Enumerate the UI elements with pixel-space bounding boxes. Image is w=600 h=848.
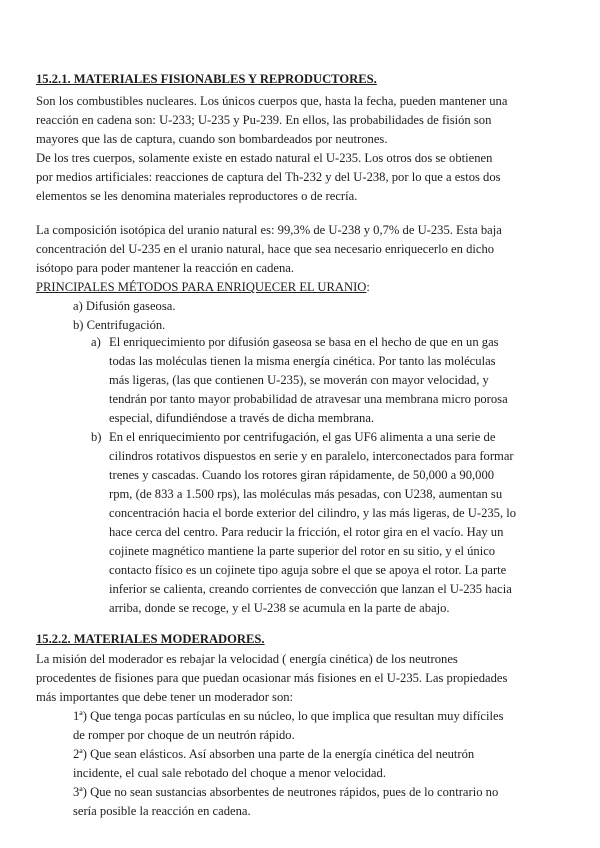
property-line: 2ª) Que sean elásticos. Así absorben una parte de la energía cinética del neutrón	[73, 747, 475, 761]
property-line: 3ª) Que no sean sustancias absorbentes de neutrones rápidos, pues de lo contrario no	[73, 785, 499, 799]
methods-heading	[36, 278, 370, 297]
method-list-item: b) Centrifugación.	[73, 318, 166, 332]
paragraph-line: reacción en cadena son: U-233; U-235 y Pu-239. En ellos, las probabilidades de fisión son	[36, 113, 492, 127]
method-a-line: tendrán por tanto mayor probabilidad de atravesar una membrana micro porosa	[109, 392, 508, 406]
method-a-line: El enriquecimiento por difusión gaseosa se basa en el hecho de que en un gas	[109, 335, 499, 349]
method-b-line: arriba, donde se recoge, y el U-238 se acumula en la parte de abajo.	[109, 601, 450, 615]
method-b-line: concentración hacia el borde exterior del cilindro, y las más ligeras, de U-235, lo	[109, 506, 517, 520]
method-b-line: inferior se calienta, creando corrientes de convección que lanzan el U-235 hacia	[109, 582, 512, 596]
method-a-line: más ligeras, (las que contienen U-235), se moverán con mayor velocidad, y	[109, 373, 489, 387]
method-b-line: contacto físico es un cojinete tipo aguja sobre el que se apoya el rotor. La parte	[109, 563, 507, 577]
paragraph-line: elementos se les denomina materiales reproductores o de recría.	[36, 189, 358, 203]
property-line: de romper por choque de un neutrón rápido.	[73, 728, 295, 742]
section-heading-materiales-moderadores: 15.2.2. MATERIALES MODERADORES.	[36, 632, 265, 646]
method-b-line: rpm, (de 833 a 1.500 rps), las moléculas más pesadas, con U238, aumentan su	[109, 487, 503, 501]
list-marker: a)	[91, 335, 101, 349]
method-b-line: En el enriquecimiento por centrifugación, el gas UF6 alimenta a una serie de	[109, 430, 496, 444]
property-line: sería posible la reacción en cadena.	[73, 804, 251, 818]
paragraph-line: isótopo para poder mantener la reacción en cadena.	[36, 261, 295, 275]
method-a-line: todas las moléculas tienen la misma energía cinética. Por tanto las moléculas	[109, 354, 496, 368]
paragraph-line: procedentes de fisiones para que puedan ocasionar más fisiones en el U-235. Las propiedades	[36, 671, 508, 685]
methods-heading-colon: :	[366, 280, 370, 294]
paragraph-line: La composición isotópica del uranio natural es: 99,3% de U-238 y 0,7% de U-235. Esta baja	[36, 223, 502, 237]
paragraph-line: Son los combustibles nucleares. Los únicos cuerpos que, hasta la fecha, pueden mantener una	[36, 94, 508, 108]
method-a-line: especial, difundiéndose a través de dicha membrana.	[109, 411, 375, 425]
paragraph-line: más importantes que debe tener un moderador son:	[36, 690, 294, 704]
method-b-line: hace cerca del centro. Para reducir la fricción, el rotor gira en el vacío. Hay un	[109, 525, 504, 539]
method-b-line: cojinete magnético mantiene la parte superior del rotor en su sitio, y el único	[109, 544, 496, 558]
paragraph-line: La misión del moderador es rebajar la velocidad ( energía cinética) de los neutrones	[36, 652, 458, 666]
method-b-line: cilindros rotativos dispuestos en serie y en paralelo, interconectados para formar	[109, 449, 514, 463]
paragraph-line: por medios artificiales: reacciones de captura del Th-232 y del U-238, por lo que a estos dos	[36, 170, 501, 184]
property-line: 1ª) Que tenga pocas partículas en su núcleo, lo que implica que resultan muy difíciles	[73, 709, 504, 723]
paragraph-line: mayores que las de captura, cuando son bombardeados por neutrones.	[36, 132, 388, 146]
paragraph-line: De los tres cuerpos, solamente existe en estado natural el U-235. Los otros dos se obtienen	[36, 151, 493, 165]
property-line: incidente, el cual sale rebotado del choque a menor velocidad.	[73, 766, 386, 780]
method-list-item: a) Difusión gaseosa.	[73, 299, 176, 313]
method-b-line: trenes y cascadas. Cuando los rotores giran rápidamente, de 50,000 a 90,000	[109, 468, 495, 482]
paragraph-line: concentración del U-235 en el uranio natural, hace que sea necesario enriquecerlo en dicho	[36, 242, 495, 256]
methods-heading-text: PRINCIPALES MÉTODOS PARA ENRIQUECER EL URANIO	[36, 280, 367, 294]
list-marker: b)	[91, 430, 102, 444]
section-heading-materiales-fisionables: 15.2.1. MATERIALES FISIONABLES Y REPRODUCTORES.	[36, 72, 377, 86]
